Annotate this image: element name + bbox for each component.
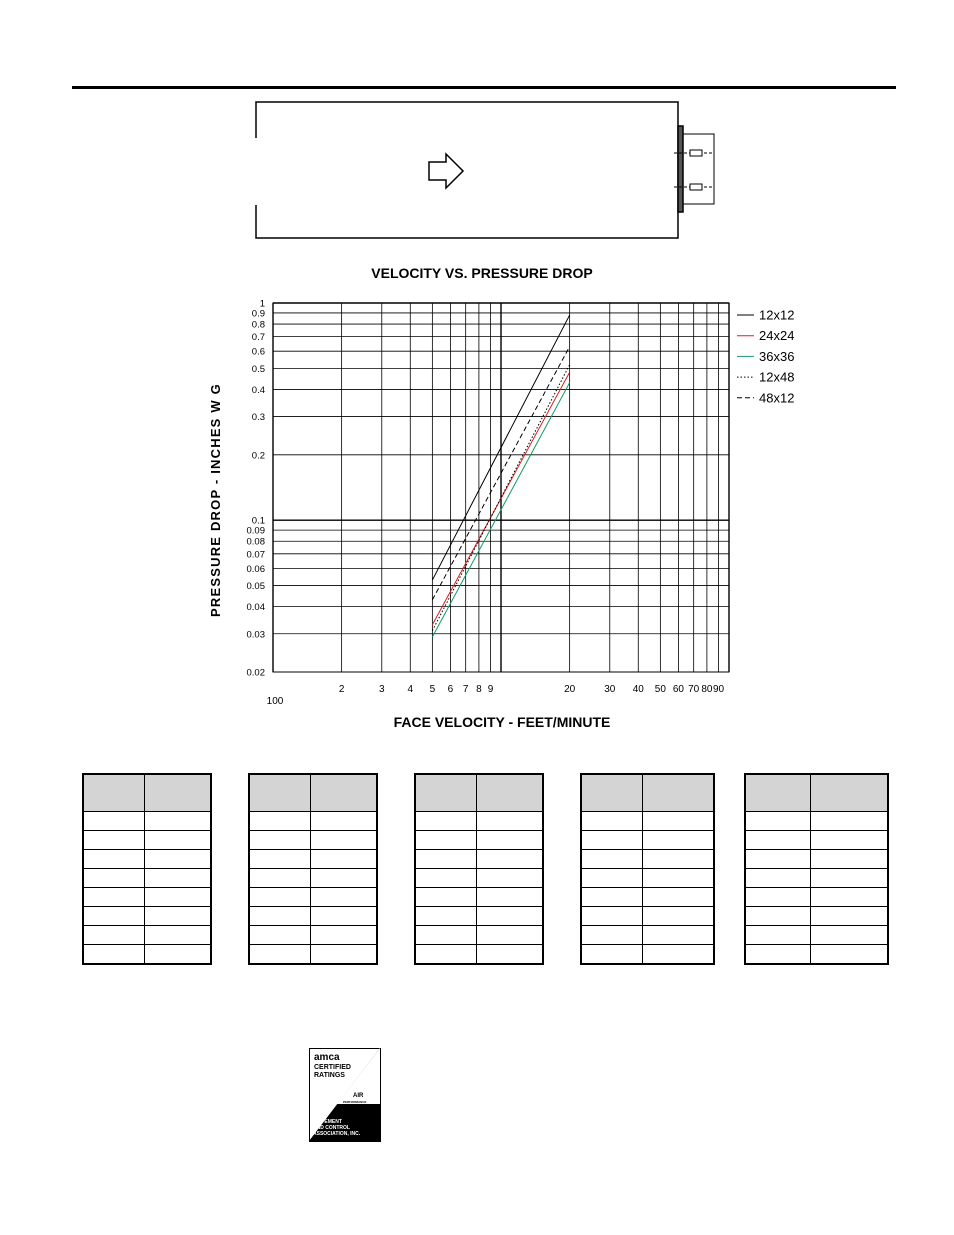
y-tick-label: 0.07 [246,549,265,561]
table-row [249,850,377,869]
table-cell [477,869,544,888]
y-tick-label: 0.9 [251,308,265,320]
table-cell [581,907,643,926]
table-cell [811,869,889,888]
data-table [82,773,212,965]
table-cell [145,850,212,869]
table-cell [83,774,145,812]
table-header-row [415,774,543,812]
table-row [581,945,714,965]
table-cell [145,774,212,812]
y-tick-label: 0.1 [251,515,265,527]
table-row [745,945,888,965]
table-cell [415,831,477,850]
y-tick-label: 0.5 [251,363,265,375]
table-cell [415,774,477,812]
table-row [83,888,211,907]
table-cell [581,888,643,907]
table-cell [643,907,715,926]
table-row [415,812,543,831]
x-axis-label: FACE VELOCITY - FEET/MINUTE [393,714,611,730]
table-cell [311,774,378,812]
table-row [249,812,377,831]
table-row [415,926,543,945]
table-cell [745,945,811,965]
svg-text:AIR: AIR [353,1093,364,1099]
table-cell [83,907,145,926]
table-cell [311,907,378,926]
svg-text:AIR: AIR [313,1113,322,1119]
data-table [580,773,715,965]
table-cell [477,850,544,869]
table-cell [811,774,889,812]
table-cell [415,945,477,965]
table-cell [811,945,889,965]
table-row [745,907,888,926]
table-cell [477,888,544,907]
table-cell [581,869,643,888]
svg-text:PERFORMANCE: PERFORMANCE [343,1100,367,1104]
table-header-row [581,774,714,812]
table-cell [745,831,811,850]
table-row [745,812,888,831]
table-cell [811,888,889,907]
table-cell [83,888,145,907]
table-cell [249,907,311,926]
table-row [249,888,377,907]
table-cell [311,945,378,965]
table-cell [249,850,311,869]
y-tick-label: 0.05 [246,581,265,593]
table-row [83,812,211,831]
table-cell [477,926,544,945]
table-cell [581,812,643,831]
table-cell [581,926,643,945]
x-tick-label: 3 [379,684,385,695]
legend-label: 12x48 [759,369,795,385]
table-cell [643,850,715,869]
table-row [249,869,377,888]
y-tick-label: 0.4 [251,384,265,396]
table-row [581,812,714,831]
x-tick-label: 9 [487,684,494,695]
table-cell [249,926,311,945]
table-cell [581,831,643,850]
x-tick-label: 30 [604,684,616,695]
table-cell [415,812,477,831]
table-row [745,850,888,869]
table-cell [311,869,378,888]
svg-text:amca: amca [314,1052,340,1063]
amca-certified-ratings-logo [309,1048,381,1142]
x-tick-label: 60 [672,684,684,695]
table-cell [581,945,643,965]
table-cell [83,926,145,945]
table-row [581,888,714,907]
table-cell [415,869,477,888]
table-row [249,926,377,945]
table-row [415,945,543,965]
table-cell [477,812,544,831]
y-tick-label: 0.02 [246,667,265,679]
table-cell [643,774,715,812]
table-cell [145,869,212,888]
table-cell [83,850,145,869]
table-cell [311,850,378,869]
x-tick-label: 8 [476,684,482,695]
x-tick-label: 20 [564,684,576,695]
y-tick-label: 1 [259,298,265,310]
table-cell [643,831,715,850]
table-cell [643,812,715,831]
table-cell [745,926,811,945]
legend-label: 36x36 [759,348,795,364]
table-row [745,869,888,888]
table-row [83,907,211,926]
table-cell [643,869,715,888]
table-cell [477,907,544,926]
y-tick-label: 0.06 [246,563,265,575]
table-cell [745,812,811,831]
table-row [745,926,888,945]
table-row [83,831,211,850]
table-cell [477,831,544,850]
svg-text:AND CONTROL: AND CONTROL [313,1125,350,1131]
table-cell [581,774,643,812]
svg-text:ASSOCIATION, INC.: ASSOCIATION, INC. [313,1131,361,1137]
table-row [415,850,543,869]
x-tick-label: 4 [407,684,414,695]
table-row [745,888,888,907]
y-tick-label: 0.2 [251,450,265,462]
y-tick-label: 0.8 [251,319,265,331]
y-tick-label: 0.6 [251,346,265,358]
y-tick-label: 0.08 [246,536,265,548]
x-tick-label: 50 [654,684,666,695]
x-tick-label: 80 [701,684,713,695]
table-cell [311,926,378,945]
table-cell [311,831,378,850]
table-cell [811,907,889,926]
table-row [581,869,714,888]
table-row [83,926,211,945]
svg-text:MOVEMENT: MOVEMENT [313,1119,342,1125]
table-row [581,831,714,850]
table-row [415,869,543,888]
data-table [248,773,378,965]
table-cell [477,774,544,812]
legend-label: 24x24 [759,328,795,344]
table-row [415,888,543,907]
table-header-row [249,774,377,812]
x-tick-label: 7 [462,684,469,695]
table-row [83,850,211,869]
table-cell [145,831,212,850]
table-cell [249,774,311,812]
table-row [83,869,211,888]
table-cell [811,850,889,869]
x-tick-label: 90 [713,684,725,695]
x-tick-label: 2 [338,684,345,695]
table-row [249,945,377,965]
table-cell [643,945,715,965]
data-table [744,773,889,965]
table-cell [145,907,212,926]
table-cell [415,907,477,926]
table-cell [811,926,889,945]
table-cell [145,812,212,831]
table-header-row [745,774,888,812]
table-row [581,926,714,945]
table-cell [83,945,145,965]
table-row [415,831,543,850]
x-tick-label: 100 [266,696,284,707]
table-cell [145,926,212,945]
y-tick-label: 0.04 [246,602,265,614]
table-row [249,907,377,926]
table-cell [745,774,811,812]
table-cell [811,812,889,831]
table-cell [249,945,311,965]
table-header-row [83,774,211,812]
table-cell [643,888,715,907]
table-row [415,907,543,926]
table-cell [83,831,145,850]
table-row [581,907,714,926]
legend-label: 12x12 [759,307,795,323]
data-table [414,773,544,965]
table-row [83,945,211,965]
table-row [581,850,714,869]
table-cell [249,831,311,850]
table-cell [311,812,378,831]
chart-title: VELOCITY VS. PRESSURE DROP [371,265,593,281]
x-tick-label: 40 [632,684,644,695]
y-tick-label: 0.7 [251,332,265,344]
table-cell [745,907,811,926]
table-cell [83,869,145,888]
table-cell [745,869,811,888]
legend-label: 48x12 [759,390,795,406]
table-row [249,831,377,850]
table-cell [145,888,212,907]
x-tick-label: 6 [447,684,454,695]
table-cell [643,926,715,945]
table-cell [249,888,311,907]
y-tick-label: 0.3 [251,412,265,424]
y-tick-label: 0.03 [246,629,265,641]
table-cell [811,831,889,850]
table-cell [415,926,477,945]
table-cell [311,888,378,907]
svg-text:RATINGS: RATINGS [314,1072,345,1079]
table-cell [581,850,643,869]
table-cell [745,850,811,869]
table-cell [145,945,212,965]
table-cell [249,812,311,831]
table-row [745,831,888,850]
x-tick-label: 70 [688,684,700,695]
table-cell [249,869,311,888]
y-axis-label: PRESSURE DROP - INCHES W G [208,383,223,617]
table-cell [415,850,477,869]
x-tick-label: 5 [429,684,436,695]
table-cell [415,888,477,907]
table-cell [745,888,811,907]
y-tick-label: 0.09 [246,525,265,537]
svg-text:CERTIFIED: CERTIFIED [314,1064,351,1071]
table-cell [477,945,544,965]
table-cell [83,812,145,831]
